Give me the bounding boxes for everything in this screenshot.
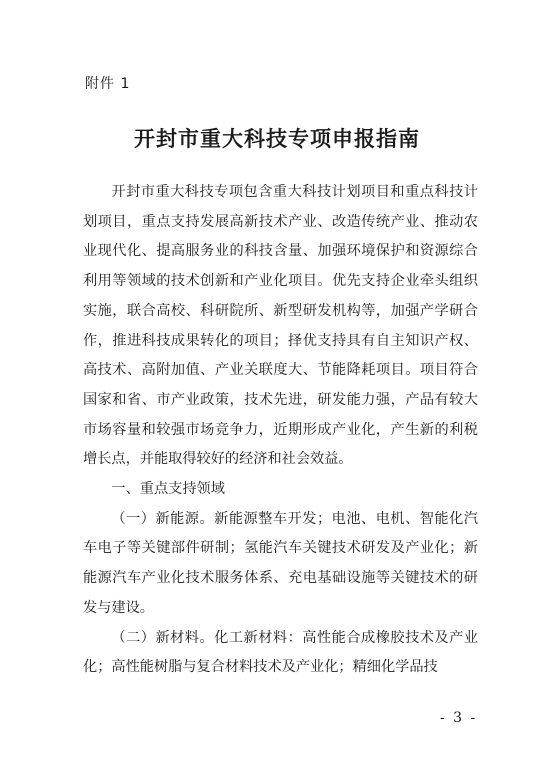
document-body: [83, 178, 478, 683]
intro-paragraph: 开封市重大科技专项包含重大科技计划项目和重点科技计划项目，重点支持发展高新技术产业、改造传统产业、推动农业现代化、提高服务业的科技含量、加强环境保护和资源综合利用等领域的技术创新和产业化项目。优先支持企业牵头组织实施，联合高校、科研院所、新型研发机构等，加强产学研合作，推进科技成果转化的项目；择优支持具有自主知识产权、高技术、高附加值、产业关联度大、节能降耗项目。项目符合国家和省、市产业政策，技术先进，研发能力强，产品有较大市场容量和较强市场竞争力，近期形成产业化，产生新的利税增长点，并能取得较好的经济和社会效益。: [83, 184, 478, 468]
subsection-new-energy: （一）新能源。新能源整车开发；电池、电机、智能化汽车电子等关键部件研制；氢能汽车关键技术研发及产业化；新能源汽车产业化技术服务体系、充电基础设施等关键技术的研发与建设。: [83, 510, 478, 616]
page-number: - 3 -: [440, 710, 478, 726]
attachment-label: 附件 1: [85, 76, 131, 92]
section-heading: 一、重点支持领域: [111, 481, 225, 498]
subsection-new-materials: （二）新材料。化工新材料：高性能合成橡胶技术及产业化；高性能树脂与复合材料技术及产业化；精细化学品技: [83, 629, 478, 676]
page-title: 开封市重大科技专项申报指南: [134, 126, 420, 151]
